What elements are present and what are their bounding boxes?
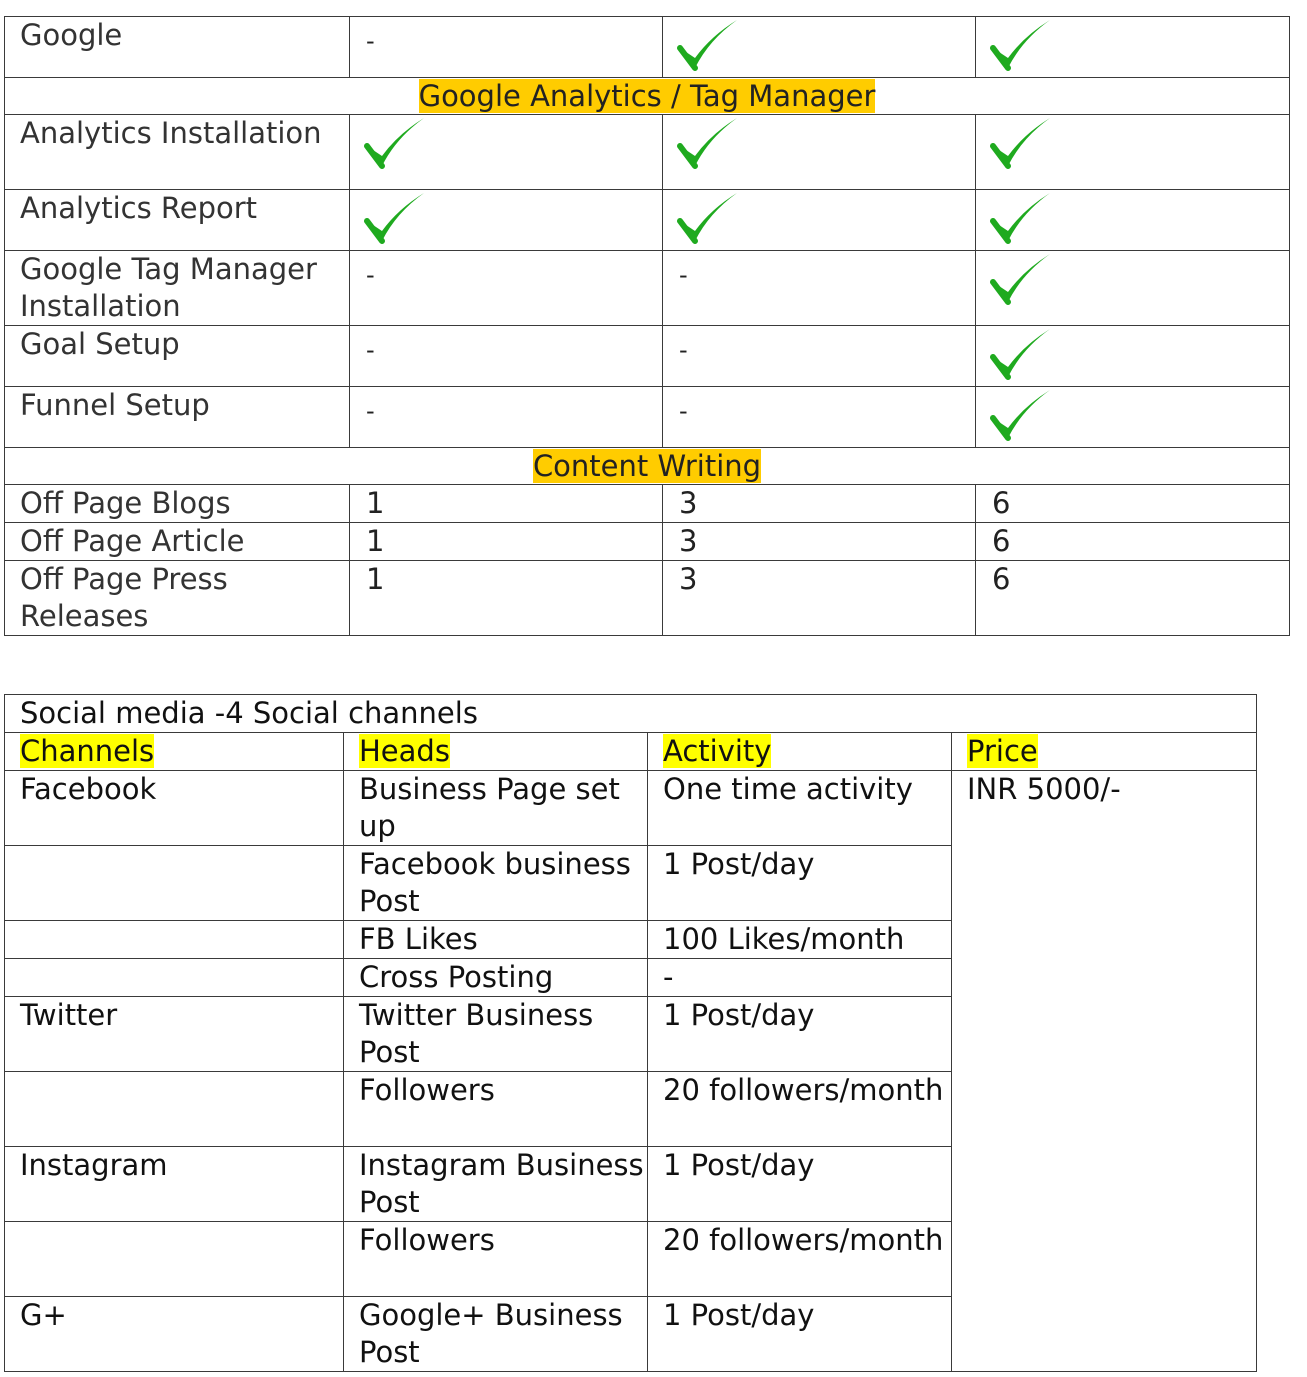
cell-value: 3 — [663, 485, 976, 523]
activity-cell: 100 Likes/month — [648, 921, 952, 959]
section-row — [5, 78, 1290, 115]
channel-cell — [5, 1072, 344, 1147]
channel-cell: Instagram — [5, 1147, 344, 1222]
head-cell: Business Page set up — [344, 771, 648, 846]
header-label: Price — [967, 734, 1038, 768]
head-cell: FB Likes — [344, 921, 648, 959]
dash-value: - — [366, 397, 375, 425]
cell-value: 3 — [663, 561, 976, 636]
section-title: Google Analytics / Tag Manager — [418, 79, 876, 113]
check-icon — [990, 327, 1052, 383]
header-channels — [5, 733, 344, 771]
row-label: Google Tag Manager Installation — [5, 251, 350, 326]
activity-cell: 1 Post/day — [648, 1297, 952, 1372]
row-label: Analytics Installation — [5, 115, 350, 190]
row-label: Off Page Blogs — [5, 485, 350, 523]
channel-cell — [5, 846, 344, 921]
head-cell: Cross Posting — [344, 959, 648, 997]
table-row — [5, 387, 1290, 448]
channel-cell: Facebook — [5, 771, 344, 846]
check-icon — [990, 388, 1052, 444]
cell-value — [350, 387, 663, 448]
row-label: Off Page Press Releases — [5, 561, 350, 636]
check-icon — [990, 252, 1052, 308]
head-cell: Followers — [344, 1072, 648, 1147]
table-row — [5, 17, 1290, 78]
header-label: Heads — [359, 734, 450, 768]
cell-value — [976, 251, 1290, 326]
cell-value: 3 — [663, 523, 976, 561]
cell-value — [663, 326, 976, 387]
activity-cell: 20 followers/month — [648, 1072, 952, 1147]
table-row — [5, 771, 1257, 846]
dash-value: - — [679, 397, 688, 425]
cell-value: 1 — [350, 523, 663, 561]
table-row — [5, 326, 1290, 387]
cell-value: 6 — [976, 485, 1290, 523]
cell-value — [976, 190, 1290, 251]
cell-value — [976, 326, 1290, 387]
header-row — [5, 733, 1257, 771]
cell-value — [350, 326, 663, 387]
cell-value — [976, 115, 1290, 190]
channel-cell — [5, 921, 344, 959]
cell-value — [976, 387, 1290, 448]
check-icon — [364, 191, 426, 247]
cell-value — [663, 115, 976, 190]
channel-cell: Twitter — [5, 997, 344, 1072]
check-icon — [677, 116, 739, 172]
head-cell: Facebook business Post — [344, 846, 648, 921]
row-label: Analytics Report — [5, 190, 350, 251]
channel-cell: G+ — [5, 1297, 344, 1372]
activity-cell: 20 followers/month — [648, 1222, 952, 1297]
dash-value: - — [366, 261, 375, 289]
table-title: Social media -4 Social channels — [5, 695, 1257, 733]
check-icon — [990, 18, 1052, 74]
cell-value — [663, 387, 976, 448]
activity-cell: 1 Post/day — [648, 846, 952, 921]
cell-value: 1 — [350, 485, 663, 523]
table-row — [5, 115, 1290, 190]
channel-cell — [5, 1222, 344, 1297]
section-header-analytics — [5, 78, 1290, 115]
seo-features-table — [4, 16, 1290, 636]
cell-value — [350, 115, 663, 190]
cell-value: 1 — [350, 561, 663, 636]
section-header-content — [5, 448, 1290, 485]
row-label: Funnel Setup — [5, 387, 350, 448]
dash-value: - — [366, 27, 375, 55]
table-row — [5, 190, 1290, 251]
row-label: Google — [5, 17, 350, 78]
check-icon — [990, 191, 1052, 247]
cell-value: 6 — [976, 523, 1290, 561]
check-icon — [677, 191, 739, 247]
cell-value — [663, 17, 976, 78]
cell-value — [976, 17, 1290, 78]
activity-cell: - — [648, 959, 952, 997]
activity-cell: 1 Post/day — [648, 1147, 952, 1222]
head-cell: Instagram Business Post — [344, 1147, 648, 1222]
check-icon — [990, 116, 1052, 172]
social-media-table — [4, 694, 1257, 1372]
table-row — [5, 561, 1290, 636]
head-cell: Twitter Business Post — [344, 997, 648, 1072]
cell-value — [663, 190, 976, 251]
channel-cell — [5, 959, 344, 997]
table-row — [5, 251, 1290, 326]
head-cell: Followers — [344, 1222, 648, 1297]
price-cell: INR 5000/- — [952, 771, 1257, 1372]
row-label: Off Page Article — [5, 523, 350, 561]
header-label: Channels — [20, 734, 155, 768]
cell-value — [350, 190, 663, 251]
cell-value — [663, 251, 976, 326]
cell-value — [350, 17, 663, 78]
check-icon — [677, 18, 739, 74]
head-cell: Google+ Business Post — [344, 1297, 648, 1372]
header-price — [952, 733, 1257, 771]
dash-value: - — [366, 336, 375, 364]
cell-value: 6 — [976, 561, 1290, 636]
section-row — [5, 448, 1290, 485]
section-title: Content Writing — [532, 449, 762, 483]
activity-cell: 1 Post/day — [648, 997, 952, 1072]
dash-value: - — [679, 261, 688, 289]
cell-value — [350, 251, 663, 326]
row-label: Goal Setup — [5, 326, 350, 387]
table-row — [5, 485, 1290, 523]
header-heads — [344, 733, 648, 771]
header-label: Activity — [663, 734, 772, 768]
table-title-row — [5, 695, 1257, 733]
dash-value: - — [679, 336, 688, 364]
check-icon — [364, 116, 426, 172]
table-row — [5, 523, 1290, 561]
activity-cell: One time activity — [648, 771, 952, 846]
header-activity — [648, 733, 952, 771]
